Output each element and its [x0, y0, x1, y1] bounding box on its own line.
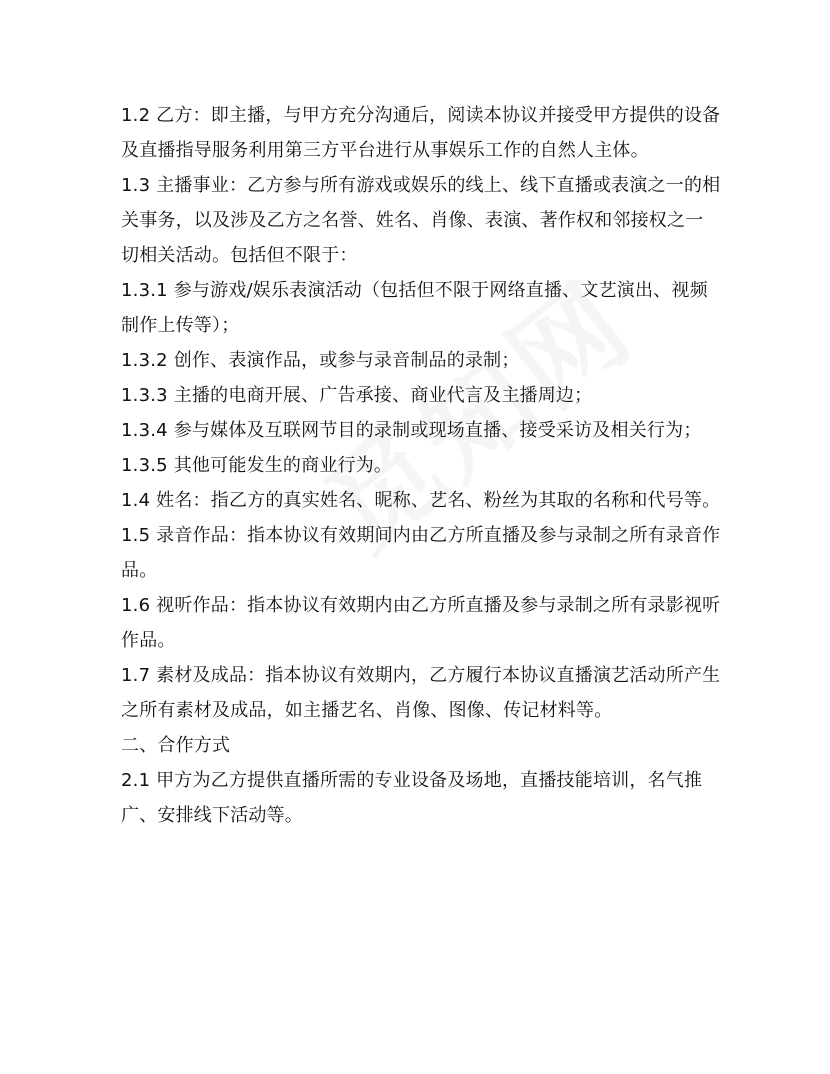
paragraph-1-6: 1.6 视听作品：指本协议有效期内由乙方所直播及参与录制之所有录影视听作品。 — [121, 595, 721, 651]
document-body — [121, 98, 721, 833]
paragraph-1-3-2: 1.3.2 创作、表演作品，或参与录音制品的录制； — [121, 350, 520, 371]
paragraph-1-3-5: 1.3.5 其他可能发生的商业行为。 — [121, 455, 393, 476]
paragraph-1-3: 1.3 主播事业：乙方参与所有游戏或娱乐的线上、线下直播或表演之一的相关事务，以及涉及乙方之名誉、姓名、肖像、表演、著作权和邻接权之一切相关活动。包括但不限于： — [121, 175, 721, 266]
paragraph-2-1: 2.1 甲方为乙方提供直播所需的专业设备及场地，直播技能培训，名气推广、安排线下活动等。 — [121, 770, 703, 826]
paragraph-1-2: 1.2 乙方：即主播，与甲方充分沟通后，阅读本协议并接受甲方提供的设备及直播指导服务利用第三方平台进行从事娱乐工作的自然人主体。 — [121, 105, 721, 161]
paragraph-1-7: 1.7 素材及成品：指本协议有效期内，乙方履行本协议直播演艺活动所产生之所有素材及成品，如主播艺名、肖像、图像、传记材料等。 — [121, 665, 721, 721]
paragraph-1-4: 1.4 姓名：指乙方的真实姓名、昵称、艺名、粉丝为其取的名称和代号等。 — [121, 490, 721, 511]
paragraph-1-3-4: 1.3.4 参与媒体及互联网节目的录制或现场直播、接受采访及相关行为； — [121, 420, 702, 441]
paragraph-1-3-1: 1.3.1 参与游戏/娱乐表演活动（包括但不限于网络直播、文艺演出、视频制作上传等）； — [121, 280, 708, 336]
paragraph-1-3-3: 1.3.3 主播的电商开展、广告承接、商业代言及主播周边； — [121, 385, 593, 406]
section-heading-2: 二、合作方式 — [121, 735, 231, 756]
paragraph-1-5: 1.5 录音作品：指本协议有效期间内由乙方所直播及参与录制之所有录音作品。 — [121, 525, 721, 581]
